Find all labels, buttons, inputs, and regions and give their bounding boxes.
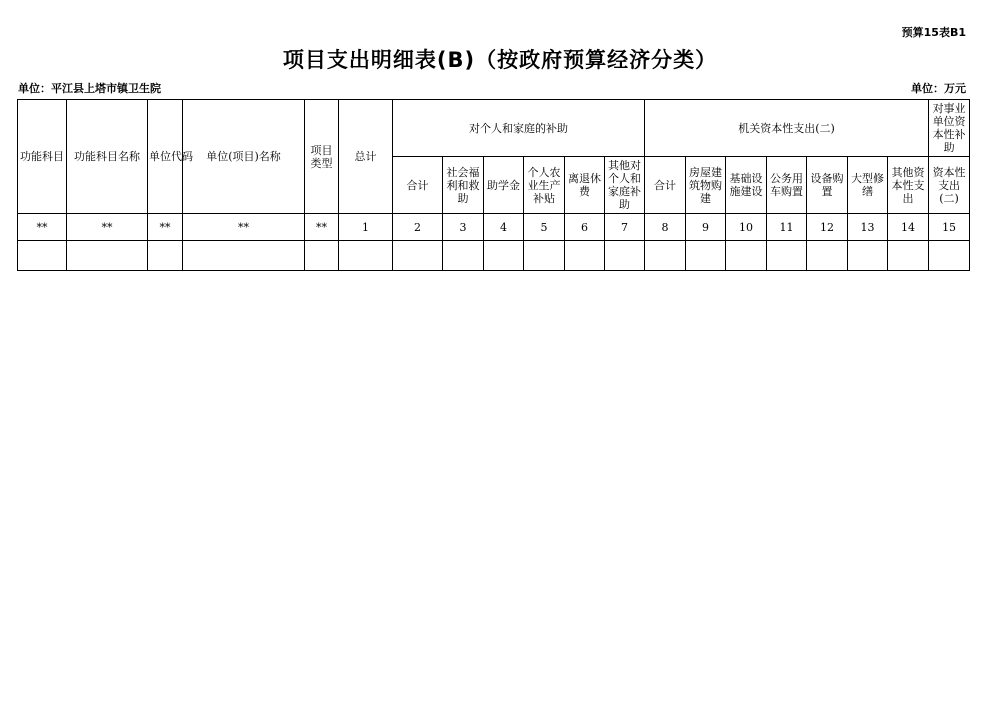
- table-cell: [848, 241, 888, 271]
- table-cell: [565, 241, 605, 271]
- header-personal-col: 其他对个人和家庭补助: [605, 157, 645, 214]
- header-unit-code: 单位代码: [148, 100, 183, 214]
- table-cell: 7: [605, 214, 645, 241]
- header-group-capital: 机关资本性支出(二): [645, 100, 929, 157]
- table-cell: [393, 241, 443, 271]
- table-cell: 12: [807, 214, 848, 241]
- table-cell: [726, 241, 767, 271]
- table-cell: **: [183, 214, 305, 241]
- table-cell: [605, 241, 645, 271]
- table-cell: **: [67, 214, 148, 241]
- header-capital-col: 其他资本性支出: [888, 157, 929, 214]
- header-function-code: 功能科目: [18, 100, 67, 214]
- table-cell: [339, 241, 393, 271]
- table-cell: 14: [888, 214, 929, 241]
- header-total: 总计: [339, 100, 393, 214]
- expenditure-table: [17, 99, 970, 271]
- header-project-type: 项目类型: [305, 100, 339, 214]
- page-title: 项目支出明细表(B)（按政府预算经济分类）: [282, 48, 718, 72]
- table-cell: **: [18, 214, 67, 241]
- header-personal-col: 离退休费: [565, 157, 605, 214]
- unit-name: 单位：平江县上塔市镇卫生院: [18, 82, 161, 95]
- header-capital-col: 大型修缮: [848, 157, 888, 214]
- table-cell: 6: [565, 214, 605, 241]
- table-cell: [645, 241, 686, 271]
- table-cell: 5: [524, 214, 565, 241]
- table-cell: **: [305, 214, 339, 241]
- header-function-name: 功能科目名称: [67, 100, 148, 214]
- header-personal-col: 助学金: [484, 157, 524, 214]
- table-cell: [888, 241, 929, 271]
- table-cell: [67, 241, 148, 271]
- header-personal-col: 社会福利和救助: [443, 157, 484, 214]
- table-cell: [524, 241, 565, 271]
- header-group-personal: 对个人和家庭的补助: [393, 100, 645, 157]
- table-cell: 15: [929, 214, 970, 241]
- table-cell: [18, 241, 67, 271]
- table-row: [18, 214, 970, 241]
- header-group-enterprise: 对事业单位资本性补助: [929, 100, 970, 157]
- table-cell: 1: [339, 214, 393, 241]
- currency-unit: 单位：万元: [911, 82, 966, 95]
- table-cell: 10: [726, 214, 767, 241]
- table-cell: [686, 241, 726, 271]
- header-capital-col: 公务用车购置: [767, 157, 807, 214]
- header-capital-col: 房屋建筑物购建: [686, 157, 726, 214]
- table-cell: 8: [645, 214, 686, 241]
- table-row: [18, 241, 970, 271]
- table-cell: 3: [443, 214, 484, 241]
- table-cell: 11: [767, 214, 807, 241]
- table-cell: [305, 241, 339, 271]
- table-cell: **: [148, 214, 183, 241]
- table-cell: [183, 241, 305, 271]
- header-capital-col: 基础设施建设: [726, 157, 767, 214]
- header-capital-col: 设备购置: [807, 157, 848, 214]
- table-cell: 4: [484, 214, 524, 241]
- table-cell: [443, 241, 484, 271]
- header-personal-col: 合计: [393, 157, 443, 214]
- table-cell: [767, 241, 807, 271]
- form-code: 预算15表B1: [901, 26, 966, 39]
- table-cell: 13: [848, 214, 888, 241]
- header-enterprise-col: 资本性支出(二): [929, 157, 970, 214]
- table-cell: [484, 241, 524, 271]
- header-project-name: 单位(项目)名称: [183, 100, 305, 214]
- table-cell: 2: [393, 214, 443, 241]
- table-cell: [807, 241, 848, 271]
- table-cell: 9: [686, 214, 726, 241]
- header-capital-col: 合计: [645, 157, 686, 214]
- table-cell: [929, 241, 970, 271]
- table-cell: [148, 241, 183, 271]
- header-personal-col: 个人农业生产补贴: [524, 157, 565, 214]
